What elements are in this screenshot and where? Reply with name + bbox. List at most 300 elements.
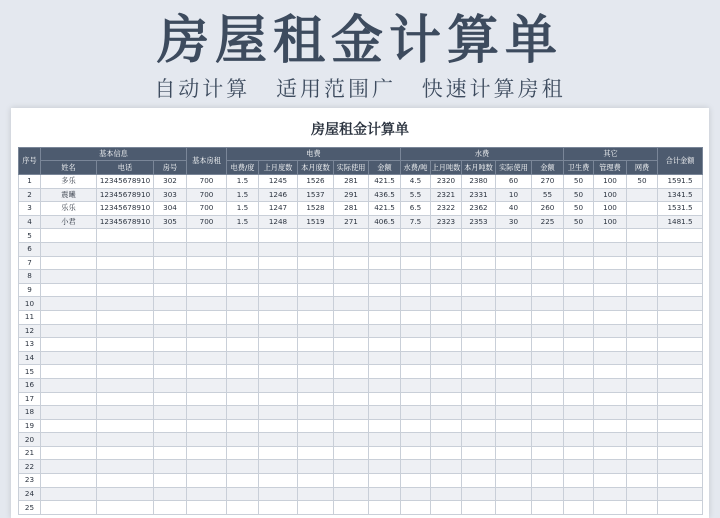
table-cell[interactable] [227,406,259,420]
table-cell[interactable] [627,310,658,324]
table-cell[interactable]: 震曦 [41,188,97,202]
table-cell[interactable] [187,406,227,420]
table-cell[interactable] [594,338,627,352]
table-cell[interactable]: 1246 [259,188,298,202]
table-cell[interactable] [627,242,658,256]
table-cell[interactable]: 19 [19,419,41,433]
table-cell[interactable]: 281 [334,202,369,216]
table-cell[interactable] [532,324,564,338]
table-cell[interactable] [369,433,401,447]
table-cell[interactable]: 10 [496,188,532,202]
table-cell[interactable]: 406.5 [369,215,401,229]
table-cell[interactable] [227,297,259,311]
table-cell[interactable] [227,365,259,379]
table-cell[interactable] [259,297,298,311]
table-cell[interactable] [594,460,627,474]
table-cell[interactable]: 1.5 [227,175,259,189]
table-cell[interactable] [334,501,369,515]
table-cell[interactable] [298,460,334,474]
table-cell[interactable] [532,419,564,433]
table-cell[interactable] [496,419,532,433]
table-cell[interactable] [401,338,431,352]
table-cell[interactable] [97,419,154,433]
table-cell[interactable] [154,392,187,406]
table-cell[interactable] [564,501,594,515]
table-cell[interactable] [532,474,564,488]
table-cell[interactable] [594,297,627,311]
table-cell[interactable] [532,242,564,256]
table-cell[interactable] [658,242,703,256]
table-cell[interactable] [259,433,298,447]
table-cell[interactable]: 2323 [431,215,462,229]
table-cell[interactable]: 1528 [298,202,334,216]
table-cell[interactable] [97,406,154,420]
table-cell[interactable] [401,242,431,256]
table-cell[interactable] [369,501,401,515]
table-cell[interactable] [41,365,97,379]
table-cell[interactable]: 40 [496,202,532,216]
table-cell[interactable] [259,501,298,515]
table-cell[interactable] [658,324,703,338]
table-cell[interactable] [187,324,227,338]
table-cell[interactable] [369,474,401,488]
table-cell[interactable] [334,446,369,460]
table-cell[interactable] [627,392,658,406]
table-cell[interactable]: 5 [19,229,41,243]
table-cell[interactable] [41,229,97,243]
table-cell[interactable] [187,419,227,433]
table-cell[interactable] [298,378,334,392]
table-cell[interactable] [298,229,334,243]
table-cell[interactable] [532,501,564,515]
table-cell[interactable] [187,433,227,447]
table-cell[interactable] [41,297,97,311]
table-cell[interactable] [187,487,227,501]
table-cell[interactable] [154,406,187,420]
table-cell[interactable]: 436.5 [369,188,401,202]
table-cell[interactable] [41,487,97,501]
table-cell[interactable] [564,474,594,488]
table-cell[interactable] [187,270,227,284]
table-cell[interactable] [594,351,627,365]
table-cell[interactable] [594,501,627,515]
table-cell[interactable]: 1481.5 [658,215,703,229]
table-cell[interactable] [496,242,532,256]
table-cell[interactable] [564,283,594,297]
table-cell[interactable] [401,446,431,460]
table-cell[interactable] [187,229,227,243]
table-cell[interactable] [259,487,298,501]
table-cell[interactable]: 多乐 [41,175,97,189]
table-cell[interactable] [627,474,658,488]
table-cell[interactable] [187,365,227,379]
table-cell[interactable] [431,433,462,447]
table-cell[interactable] [227,338,259,352]
table-cell[interactable]: 1526 [298,175,334,189]
table-cell[interactable] [334,351,369,365]
table-cell[interactable] [154,460,187,474]
table-cell[interactable] [41,338,97,352]
table-cell[interactable] [154,487,187,501]
table-cell[interactable] [564,392,594,406]
table-cell[interactable] [431,446,462,460]
table-cell[interactable] [41,324,97,338]
table-cell[interactable] [401,229,431,243]
table-cell[interactable] [627,351,658,365]
table-cell[interactable] [298,351,334,365]
table-cell[interactable]: 23 [19,474,41,488]
table-cell[interactable]: 700 [187,188,227,202]
table-cell[interactable] [298,487,334,501]
table-cell[interactable] [334,392,369,406]
table-cell[interactable]: 1.5 [227,188,259,202]
table-cell[interactable] [187,310,227,324]
table-cell[interactable] [41,419,97,433]
table-cell[interactable] [496,365,532,379]
table-cell[interactable] [259,324,298,338]
table-cell[interactable]: 2 [19,188,41,202]
table-cell[interactable] [462,297,496,311]
table-cell[interactable] [227,283,259,297]
table-cell[interactable] [97,460,154,474]
table-cell[interactable] [532,229,564,243]
table-cell[interactable]: 302 [154,175,187,189]
table-cell[interactable]: 2353 [462,215,496,229]
table-cell[interactable] [532,460,564,474]
table-cell[interactable] [334,460,369,474]
table-cell[interactable] [97,501,154,515]
table-cell[interactable] [594,419,627,433]
table-cell[interactable] [431,487,462,501]
table-cell[interactable]: 1341.5 [658,188,703,202]
table-cell[interactable] [227,474,259,488]
table-cell[interactable] [334,365,369,379]
table-cell[interactable]: 100 [594,188,627,202]
table-cell[interactable] [532,270,564,284]
table-cell[interactable] [259,256,298,270]
table-cell[interactable] [401,487,431,501]
table-cell[interactable] [334,406,369,420]
table-cell[interactable] [97,310,154,324]
table-cell[interactable] [658,365,703,379]
table-cell[interactable] [401,460,431,474]
table-cell[interactable] [97,392,154,406]
table-cell[interactable] [227,229,259,243]
table-cell[interactable] [658,460,703,474]
table-cell[interactable] [462,256,496,270]
table-cell[interactable] [627,297,658,311]
table-cell[interactable] [298,256,334,270]
table-cell[interactable] [227,270,259,284]
table-cell[interactable] [594,242,627,256]
table-cell[interactable] [154,446,187,460]
table-cell[interactable] [627,460,658,474]
table-cell[interactable] [334,378,369,392]
table-cell[interactable] [594,229,627,243]
table-cell[interactable] [334,229,369,243]
table-cell[interactable] [431,270,462,284]
table-cell[interactable] [369,351,401,365]
table-cell[interactable] [658,406,703,420]
table-cell[interactable] [97,338,154,352]
table-cell[interactable] [658,474,703,488]
table-cell[interactable] [658,283,703,297]
table-cell[interactable] [564,297,594,311]
table-cell[interactable] [227,419,259,433]
table-cell[interactable] [259,283,298,297]
table-cell[interactable] [496,378,532,392]
table-cell[interactable] [627,256,658,270]
table-cell[interactable] [532,487,564,501]
table-cell[interactable] [187,392,227,406]
table-cell[interactable]: 2322 [431,202,462,216]
table-cell[interactable] [154,229,187,243]
table-cell[interactable] [41,433,97,447]
table-cell[interactable]: 304 [154,202,187,216]
table-cell[interactable] [627,324,658,338]
table-cell[interactable] [97,229,154,243]
table-cell[interactable]: 50 [627,175,658,189]
table-cell[interactable] [496,351,532,365]
table-cell[interactable] [298,310,334,324]
table-cell[interactable] [564,256,594,270]
table-cell[interactable] [564,310,594,324]
table-cell[interactable] [594,256,627,270]
table-cell[interactable] [154,270,187,284]
table-cell[interactable] [369,460,401,474]
table-cell[interactable] [496,310,532,324]
table-cell[interactable] [627,202,658,216]
table-cell[interactable] [187,378,227,392]
table-cell[interactable] [496,270,532,284]
table-cell[interactable]: 12345678910 [97,175,154,189]
table-cell[interactable] [401,365,431,379]
table-cell[interactable] [369,270,401,284]
table-cell[interactable] [658,446,703,460]
table-cell[interactable]: 18 [19,406,41,420]
table-cell[interactable]: 6 [19,242,41,256]
table-cell[interactable] [462,338,496,352]
table-cell[interactable] [369,310,401,324]
table-cell[interactable]: 1537 [298,188,334,202]
table-cell[interactable] [334,310,369,324]
table-cell[interactable]: 12345678910 [97,215,154,229]
table-cell[interactable] [532,392,564,406]
table-cell[interactable]: 2320 [431,175,462,189]
table-cell[interactable] [41,310,97,324]
table-cell[interactable] [187,446,227,460]
table-cell[interactable] [187,501,227,515]
table-cell[interactable] [154,474,187,488]
table-cell[interactable] [431,501,462,515]
table-cell[interactable] [227,433,259,447]
table-cell[interactable] [41,446,97,460]
table-cell[interactable]: 1247 [259,202,298,216]
table-cell[interactable] [627,378,658,392]
table-cell[interactable] [369,487,401,501]
table-cell[interactable] [431,460,462,474]
table-cell[interactable] [259,392,298,406]
table-cell[interactable] [401,256,431,270]
table-cell[interactable] [462,351,496,365]
table-cell[interactable] [369,229,401,243]
table-cell[interactable] [41,270,97,284]
table-cell[interactable] [401,283,431,297]
table-cell[interactable]: 2321 [431,188,462,202]
table-cell[interactable] [41,501,97,515]
table-cell[interactable]: 50 [564,202,594,216]
table-cell[interactable] [564,460,594,474]
table-cell[interactable]: 1.5 [227,215,259,229]
table-cell[interactable]: 1519 [298,215,334,229]
table-cell[interactable] [532,297,564,311]
table-cell[interactable] [496,474,532,488]
table-cell[interactable] [259,378,298,392]
table-cell[interactable] [97,297,154,311]
table-cell[interactable] [227,324,259,338]
table-cell[interactable] [369,365,401,379]
table-cell[interactable] [334,338,369,352]
table-cell[interactable] [334,487,369,501]
table-cell[interactable] [594,310,627,324]
table-cell[interactable] [259,474,298,488]
table-cell[interactable] [401,324,431,338]
table-cell[interactable] [658,310,703,324]
table-cell[interactable]: 17 [19,392,41,406]
table-cell[interactable] [431,338,462,352]
table-cell[interactable]: 4 [19,215,41,229]
table-cell[interactable]: 10 [19,297,41,311]
table-cell[interactable] [627,188,658,202]
table-cell[interactable] [187,283,227,297]
table-cell[interactable] [227,392,259,406]
table-cell[interactable] [627,406,658,420]
table-cell[interactable] [401,310,431,324]
table-cell[interactable]: 16 [19,378,41,392]
table-cell[interactable] [298,501,334,515]
table-cell[interactable]: 7.5 [401,215,431,229]
table-cell[interactable]: 乐乐 [41,202,97,216]
table-cell[interactable] [154,433,187,447]
table-cell[interactable] [496,460,532,474]
table-cell[interactable] [658,297,703,311]
table-cell[interactable] [369,324,401,338]
table-cell[interactable] [462,229,496,243]
table-cell[interactable] [154,242,187,256]
table-cell[interactable] [154,256,187,270]
table-cell[interactable] [431,419,462,433]
table-cell[interactable]: 2362 [462,202,496,216]
table-cell[interactable] [298,474,334,488]
table-cell[interactable]: 50 [564,175,594,189]
table-cell[interactable] [227,460,259,474]
table-cell[interactable] [564,365,594,379]
table-cell[interactable] [627,419,658,433]
table-cell[interactable] [41,256,97,270]
table-cell[interactable]: 12345678910 [97,202,154,216]
table-cell[interactable] [496,283,532,297]
table-cell[interactable] [462,324,496,338]
table-cell[interactable] [259,460,298,474]
table-cell[interactable] [41,474,97,488]
table-cell[interactable] [462,433,496,447]
table-cell[interactable] [259,338,298,352]
table-cell[interactable] [627,433,658,447]
table-cell[interactable] [259,365,298,379]
table-cell[interactable] [298,338,334,352]
table-cell[interactable] [187,297,227,311]
table-cell[interactable] [658,338,703,352]
table-cell[interactable]: 30 [496,215,532,229]
table-cell[interactable] [298,446,334,460]
table-cell[interactable] [496,487,532,501]
table-cell[interactable] [154,310,187,324]
table-cell[interactable] [462,487,496,501]
table-cell[interactable] [298,406,334,420]
table-cell[interactable] [401,406,431,420]
table-cell[interactable] [532,446,564,460]
table-cell[interactable]: 3 [19,202,41,216]
table-cell[interactable]: 60 [496,175,532,189]
table-cell[interactable] [187,351,227,365]
table-cell[interactable] [369,446,401,460]
table-cell[interactable] [627,283,658,297]
table-cell[interactable] [431,474,462,488]
table-cell[interactable] [564,446,594,460]
table-cell[interactable]: 1.5 [227,202,259,216]
table-cell[interactable] [564,487,594,501]
table-cell[interactable] [334,270,369,284]
table-cell[interactable] [41,392,97,406]
table-cell[interactable] [431,256,462,270]
table-cell[interactable] [532,433,564,447]
table-cell[interactable] [564,338,594,352]
table-cell[interactable] [532,283,564,297]
table-cell[interactable] [298,270,334,284]
table-cell[interactable]: 13 [19,338,41,352]
table-cell[interactable] [41,351,97,365]
table-cell[interactable] [259,351,298,365]
table-cell[interactable] [401,378,431,392]
table-cell[interactable] [496,433,532,447]
table-cell[interactable] [431,351,462,365]
table-cell[interactable] [658,270,703,284]
table-cell[interactable]: 7 [19,256,41,270]
table-cell[interactable] [334,283,369,297]
table-cell[interactable] [227,501,259,515]
table-cell[interactable] [462,406,496,420]
table-cell[interactable] [564,270,594,284]
table-cell[interactable] [564,324,594,338]
table-cell[interactable] [431,406,462,420]
table-cell[interactable] [462,419,496,433]
table-cell[interactable] [462,242,496,256]
table-cell[interactable] [532,378,564,392]
table-cell[interactable]: 14 [19,351,41,365]
table-cell[interactable] [658,256,703,270]
table-cell[interactable] [334,297,369,311]
table-cell[interactable] [259,406,298,420]
table-cell[interactable] [532,338,564,352]
table-cell[interactable]: 1591.5 [658,175,703,189]
table-cell[interactable] [431,297,462,311]
table-cell[interactable] [369,378,401,392]
table-cell[interactable] [564,351,594,365]
table-cell[interactable] [298,419,334,433]
table-cell[interactable] [227,446,259,460]
table-cell[interactable] [97,487,154,501]
table-cell[interactable] [496,256,532,270]
